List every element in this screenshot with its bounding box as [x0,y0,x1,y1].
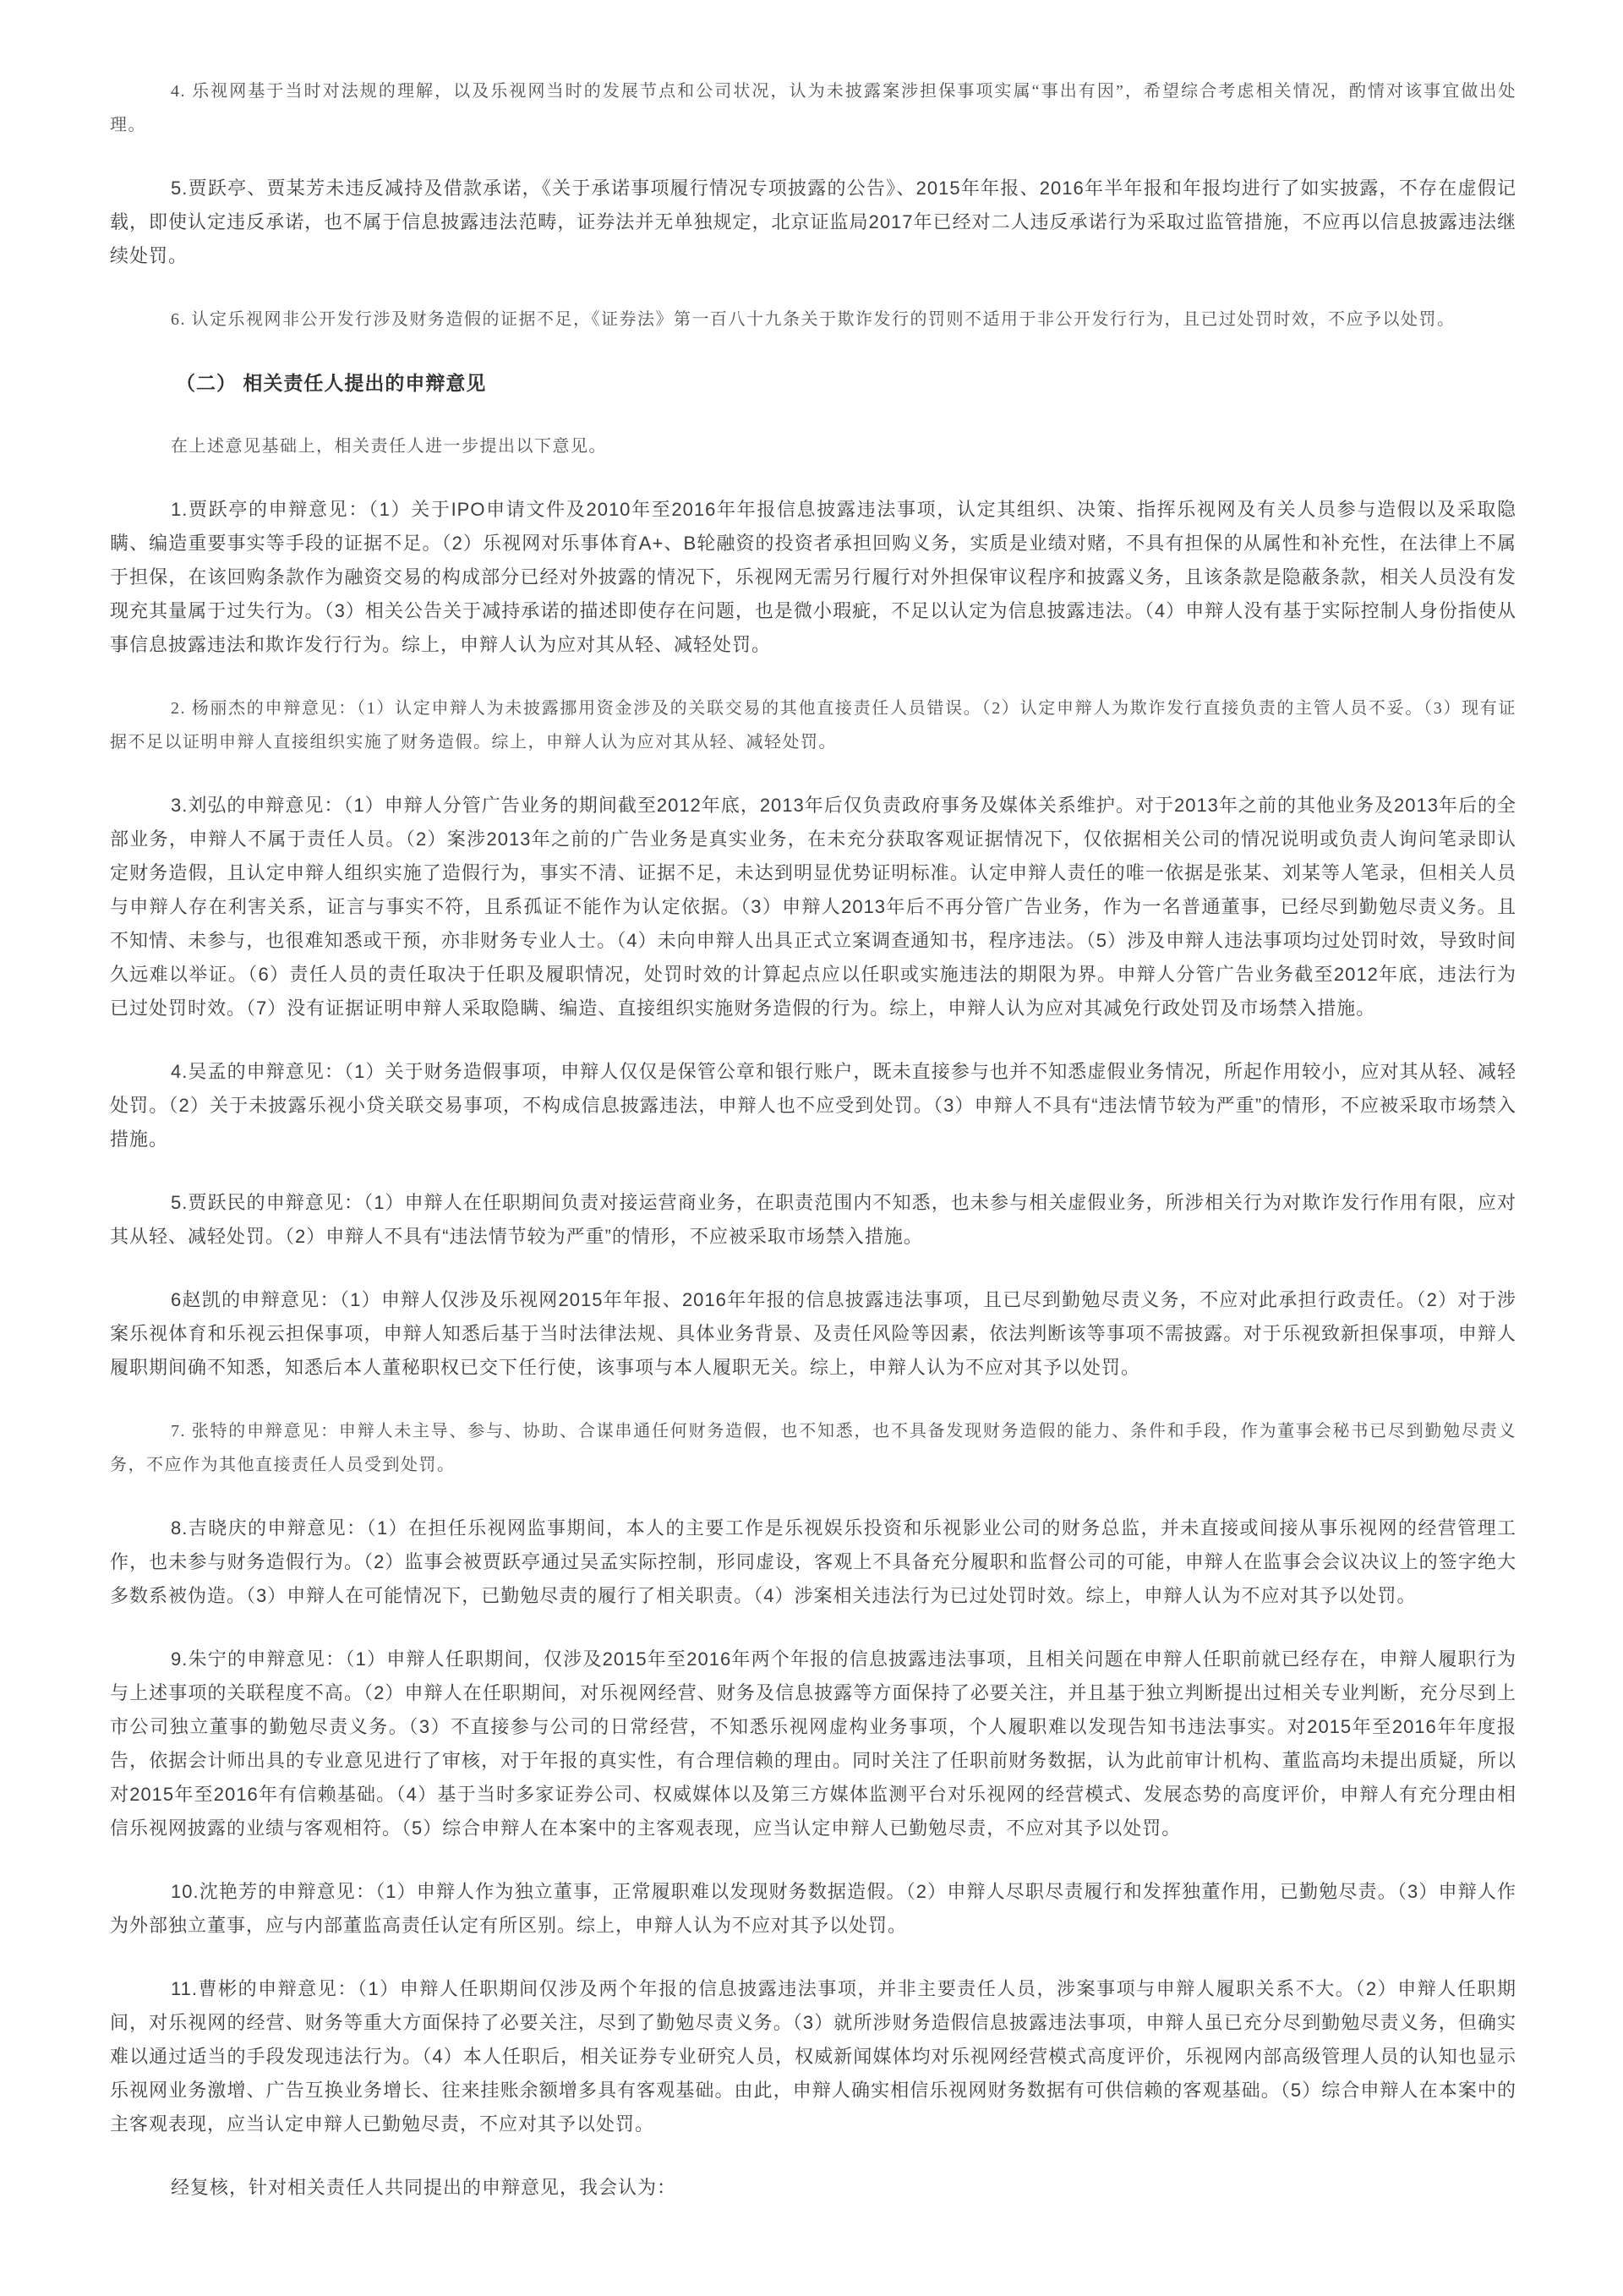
paragraph-company-opinion-5: 5.贾跃亭、贾某芳未违反减持及借款承诺，《关于承诺事项履行情况专项披露的公告》、2015年年报、2016年半年报和年报均进行了如实披露，不存在虚假记载，即使认定违反承诺，也不属于信息披露违法范畴，证券法并无单独规定，北京证监局2017年已经对二人违反承诺行为采取过监管措施，不应再以信息披露违法继续处罚。 [110,178,1516,266]
paragraph-defense-7-zhangte: 7. 张特的申辩意见：申辩人未主导、参与、协助、合谋串通任何财务造假，也不知悉，也不具备发现财务造假的能力、条件和手段，作为董事会秘书已尽到勤勉尽责义务，不应作为其他直接责任人员受到处罚。 [110,1422,1516,1474]
paragraph-defense-2-yanglijie: 2. 杨丽杰的申辩意见：（1）认定申辩人为未披露挪用资金涉及的关联交易的其他直接责任人员错误。（2）认定申辩人为欺诈发行直接负责的主管人员不妥。（3）现有证据不足以证明申辩人直接组织实施了财务造假。综上，申辩人认为应对其从轻、减轻处罚。 [110,699,1516,752]
paragraph-defense-1-jiayueting: 1.贾跃亭的申辩意见：（1）关于IPO申请文件及2010年至2016年年报信息披露违法事项，认定其组织、决策、指挥乐视网及有关人员参与造假以及采取隐瞒、编造重要事实等手段的证据不足。（2）乐视网对乐事体育A+、B轮融资的投资者承担回购义务，实质是业绩对赌，不具有担保的从属性和补充性，在法律上不属于担保，在该回购条款作为融资交易的构成部分已经对外披露的情况下，乐视网无需另行履行对外担保审议程序和披露义务，且该条款是隐蔽条款，相关人员没有发现充其量属于过失行为。（3）相关公告关于减持承诺的描述即使存在问题，也是微小瑕疵，不足以认定为信息披露违法。（4）申辩人没有基于实际控制人身份指使从事信息披露违法和欺诈发行行为。综上，申辩人认为应对其从轻、减轻处罚。 [110,499,1516,655]
paragraph-defense-6-zhaokai: 6赵凯的申辩意见：（1）申辩人仅涉及乐视网2015年年报、2016年年报的信息披露违法事项，且已尽到勤勉尽责义务，不应对此承担行政责任。（2）对于涉案乐视体育和乐视云担保事项，申辩人知悉后基于当时法律法规、具体业务背景、及责任风险等因素，依法判断该等事项不需披露。对于乐视致新担保事项，申辩人履职期间确不知悉，知悉后本人董秘职权已交下任行使，该事项与本人履职无关。综上，申辩人认为不应对其予以处罚。 [110,1289,1516,1378]
paragraph-defense-5-jiayuemin: 5.贾跃民的申辩意见：（1）申辩人在任职期间负责对接运营商业务，在职责范围内不知悉，也未参与相关虚假业务，所涉相关行为对欺诈发行作用有限，应对其从轻、减轻处罚。（2）申辩人不具有“违法情节较为严重”的情形，不应被采取市场禁入措施。 [110,1192,1516,1247]
paragraph-defense-10-shenyanfang: 10.沈艳芳的申辩意见：（1）申辩人作为独立董事，正常履职难以发现财务数据造假。（2）申辩人尽职尽责履行和发挥独董作用，已勤勉尽责。（3）申辩人作为外部独立董事，应与内部董监高责任认定有所区别。综上，申辩人认为不应对其予以处罚。 [110,1881,1516,1936]
paragraph-defense-11-caobin: 11.曹彬的申辩意见：（1）申辩人任职期间仅涉及两个年报的信息披露违法事项，并非主要责任人员，涉案事项与申辩人履职关系不大。（2）申辩人任职期间，对乐视网的经营、财务等重大方面保持了必要关注，尽到了勤勉尽责义务。（3）就所涉财务造假信息披露违法事项，申辩人虽已充分尽到勤勉尽责义务，但确实难以通过适当的手段发现违法行为。（4）本人任职后，相关证券专业研究人员，权威新闻媒体均对乐视网经营模式高度评价，乐视网内部高级管理人员的认知也显示乐视网业务激增、广告互换业务增长、往来挂账余额增多具有客观基础。由此，申辩人确实相信乐视网财务数据有可供信赖的客观基础。（5）综合申辩人在本案中的主客观表现，应当认定申辩人已勤勉尽责，不应对其予以处罚。 [110,1978,1516,2135]
paragraph-defense-3-liuhong: 3.刘弘的申辩意见：（1）申辩人分管广告业务的期间截至2012年底，2013年后仅负责政府事务及媒体关系维护。对于2013年之前的其他业务及2013年后的全部业务，申辩人不属于责任人员。（2）案涉2013年之前的广告业务是真实业务，在未充分获取客观证据情况下，仅依据相关公司的情况说明或负责人询问笔录即认定财务造假，且认定申辩人组织实施了造假行为，事实不清、证据不足，未达到明显优势证明标准。认定申辩人责任的唯一依据是张某、刘某等人笔录，但相关人员与申辩人存在利害关系，证言与事实不符，且系孤证不能作为认定依据。（3）申辩人2013年后不再分管广告业务，作为一名普通董事，已经尽到勤勉尽责义务。且不知情、未参与，也很难知悉或干预，亦非财务专业人士。（4）未向申辩人出具正式立案调查通知书，程序违法。（5）涉及申辩人违法事项均过处罚时效，导致时间久远难以举证。（6）责任人员的责任取决于任职及履职情况，处罚时效的计算起点应以任职或实施违法的期限为界。申辩人分管广告业务截至2012年底，违法行为已过处罚时效。（7）没有证据证明申辩人采取隐瞒、编造、直接组织实施财务造假的行为。综上，申辩人认为应对其减免行政处罚及市场禁入措施。 [110,795,1516,1019]
paragraph-defense-4-wumeng: 4.吴孟的申辩意见：（1）关于财务造假事项，申辩人仅仅是保管公章和银行账户，既未直接参与也并不知悉虚假业务情况，所起作用较小，应对其从轻、减轻处罚。（2）关于未披露乐视小贷关联交易事项，不构成信息披露违法，申辩人也不应受到处罚。（3）申辩人不具有“违法情节较为严重”的情形，不应被采取市场禁入措施。 [110,1061,1516,1150]
paragraph-defense-intro: 在上述意见基础上，相关责任人进一步提出以下意见。 [171,437,607,456]
section-heading-responsible-persons-defense: （二） 相关责任人提出的申辩意见 [176,372,487,394]
paragraph-company-opinion-6: 6. 认定乐视网非公开发行涉及财务造假的证据不足，《证券法》第一百八十九条关于欺诈发行的罚则不适用于非公开发行行为，且已过处罚时效，不应予以处罚。 [171,310,1456,329]
paragraph-defense-9-zhuning: 9.朱宁的申辩意见：（1）申辩人任职期间，仅涉及2015年至2016年两个年报的信息披露违法事项，且相关问题在申辩人任职前就已经存在，申辩人履职行为与上述事项的关联程度不高。（2）申辩人在任职期间，对乐视网经营、财务及信息披露等方面保持了必要关注，并且基于独立判断提出过相关专业判断，充分尽到上市公司独立董事的勤勉尽责义务。（3）不直接参与公司的日常经营，不知悉乐视网虚构业务事项，个人履职难以发现告知书违法事实。对2015年至2016年年度报告，依据会计师出具的专业意见进行了审核，对于年报的真实性，有合理信赖的理由。同时关注了任职前财务数据，认为此前审计机构、董监高均未提出质疑，所以对2015年至2016年有信赖基础。（4）基于当时多家证券公司、权威媒体以及第三方媒体监测平台对乐视网的经营模式、发展态势的高度评价，申辩人有充分理由相信乐视网披露的业绩与客观相符。（5）综合申辩人在本案中的主客观表现，应当认定申辩人已勤勉尽责，不应对其予以处罚。 [110,1648,1516,1839]
paragraph-company-opinion-4: 4. 乐视网基于当时对法规的理解，以及乐视网当时的发展节点和公司状况，认为未披露案涉担保事项实属“事出有因”，希望综合考虑相关情况，酌情对该事宜做出处理。 [110,82,1516,134]
paragraph-review-conclusion: 经复核，针对相关责任人共同提出的申辩意见，我会认为： [171,2177,677,2198]
paragraph-defense-8-jixiaoqing: 8.吉晓庆的申辩意见：（1）在担任乐视网监事期间，本人的主要工作是乐视娱乐投资和乐视影业公司的财务总监，并未直接或间接从事乐视网的经营管理工作，也未参与财务造假行为。（2）监事会被贾跃亭通过吴孟实际控制，形同虚设，客观上不具备充分履职和监督公司的可能，申辩人在监事会会议决议上的签字绝大多数系被伪造。（3）申辩人在可能情况下，已勤勉尽责的履行了相关职责。（4）涉案相关违法行为已过处罚时效。综上，申辩人认为不应对其予以处罚。 [110,1517,1516,1606]
